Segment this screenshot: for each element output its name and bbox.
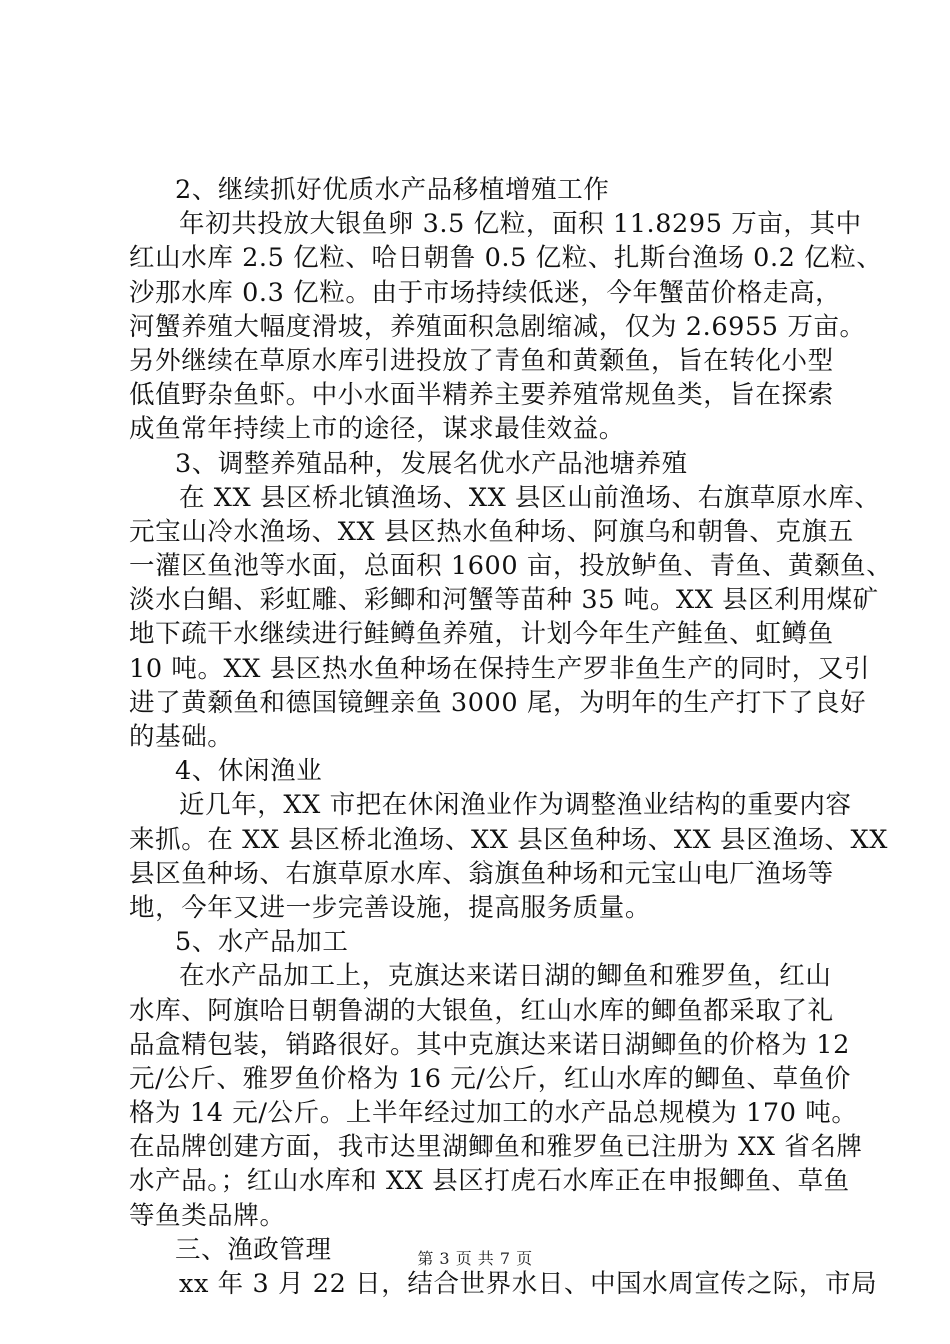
paragraph-line: 元/公斤、雅罗鱼价格为 16 元/公斤，红山水库的鲫鱼、草鱼价 <box>129 1063 851 1094</box>
paragraph-line: 品盒精包装，销路很好。其中克旗达来诺日湖鲫鱼的价格为 12 <box>129 1029 850 1060</box>
paragraph-line: 另外继续在草原水库引进投放了青鱼和黄颡鱼，旨在转化小型 <box>129 345 834 376</box>
document-body <box>129 173 893 1301</box>
paragraph-line: 在 XX 县区桥北镇渔场、XX 县区山前渔场、右旗草原水库、 <box>179 482 881 513</box>
section-heading: 2、继续抓好优质水产品移植增殖工作 <box>175 175 610 205</box>
paragraph-line: 在品牌创建方面，我市达里湖鲫鱼和雅罗鱼已注册为 XX 省名牌 <box>129 1132 863 1163</box>
paragraph-line: 的基础。 <box>129 722 234 752</box>
paragraph-line: 一灌区鱼池等水面，总面积 1600 亩，投放鲈鱼、青鱼、黄颡鱼、 <box>129 551 893 582</box>
paragraph-line: 来抓。在 XX 县区桥北渔场、XX 县区鱼种场、XX 县区渔场、XX <box>129 824 889 855</box>
paragraph-line: 近几年，XX 市把在休闲渔业作为调整渔业结构的重要内容 <box>179 790 852 821</box>
paragraph-line: 成鱼常年持续上市的途径，谋求最佳效益。 <box>129 414 625 445</box>
paragraph-line: 水产品。；红山水库和 XX 县区打虎石水库正在申报鲫鱼、草鱼 <box>129 1166 850 1197</box>
paragraph-line: 元宝山冷水渔场、XX 县区热水鱼种场、阿旗乌和朝鲁、克旗五 <box>129 516 854 547</box>
section-heading: 4、休闲渔业 <box>175 756 323 787</box>
paragraph-line: xx 年 3 月 22 日，结合世界水日、中国水周宣传之际，市局 <box>179 1269 878 1299</box>
paragraph-line: 格为 14 元/公斤。上半年经过加工的水产品总规模为 170 吨。 <box>129 1098 858 1129</box>
paragraph-line: 进了黄颡鱼和德国镜鲤亲鱼 3000 尾，为明年的生产打下了良好 <box>129 687 867 718</box>
section-heading: 三、渔政管理 <box>175 1234 332 1265</box>
paragraph-line: 淡水白鲳、彩虹雕、彩鲫和河蟹等苗种 35 吨。XX 县区利用煤矿 <box>129 585 879 616</box>
paragraph-line: 县区鱼种场、右旗草原水库、翁旗鱼种场和元宝山电厂渔场等 <box>129 858 834 889</box>
paragraph-line: 河蟹养殖大幅度滑坡，养殖面积急剧缩减，仅为 2.6955 万亩。 <box>129 311 866 342</box>
paragraph-line: 低值野杂鱼虾。中小水面半精养主要养殖常规鱼类，旨在探索 <box>129 380 834 411</box>
paragraph-line: 10 吨。XX 县区热水鱼种场在保持生产罗非鱼生产的同时，又引 <box>129 653 871 684</box>
section-heading: 3、调整养殖品种，发展名优水产品池塘养殖 <box>175 448 688 479</box>
paragraph-line: 沙那水库 0.3 亿粒。由于市场持续低迷，今年蟹苗价格走高， <box>129 277 842 308</box>
section-heading: 5、水产品加工 <box>175 927 349 958</box>
paragraph-line: 水库、阿旗哈日朝鲁湖的大银鱼，红山水库的鲫鱼都采取了礼 <box>129 995 834 1026</box>
page-number-footer: 第 3 页 共 7 页 <box>417 1249 533 1268</box>
paragraph-line: 地，今年又进一步完善设施，提高服务质量。 <box>129 892 652 923</box>
paragraph-line: 红山水库 2.5 亿粒、哈日朝鲁 0.5 亿粒、扎斯台渔场 0.2 亿粒、 <box>129 243 883 274</box>
paragraph-line: 在水产品加工上，克旗达来诺日湖的鲫鱼和雅罗鱼，红山 <box>179 961 832 992</box>
paragraph-line: 地下疏干水继续进行鲑鳟鱼养殖，计划今年生产鲑鱼、虹鳟鱼 <box>129 619 834 650</box>
paragraph-line: 等鱼类品牌。 <box>129 1200 286 1231</box>
paragraph-line: 年初共投放大银鱼卵 3.5 亿粒，面积 11.8295 万亩，其中 <box>179 209 862 240</box>
